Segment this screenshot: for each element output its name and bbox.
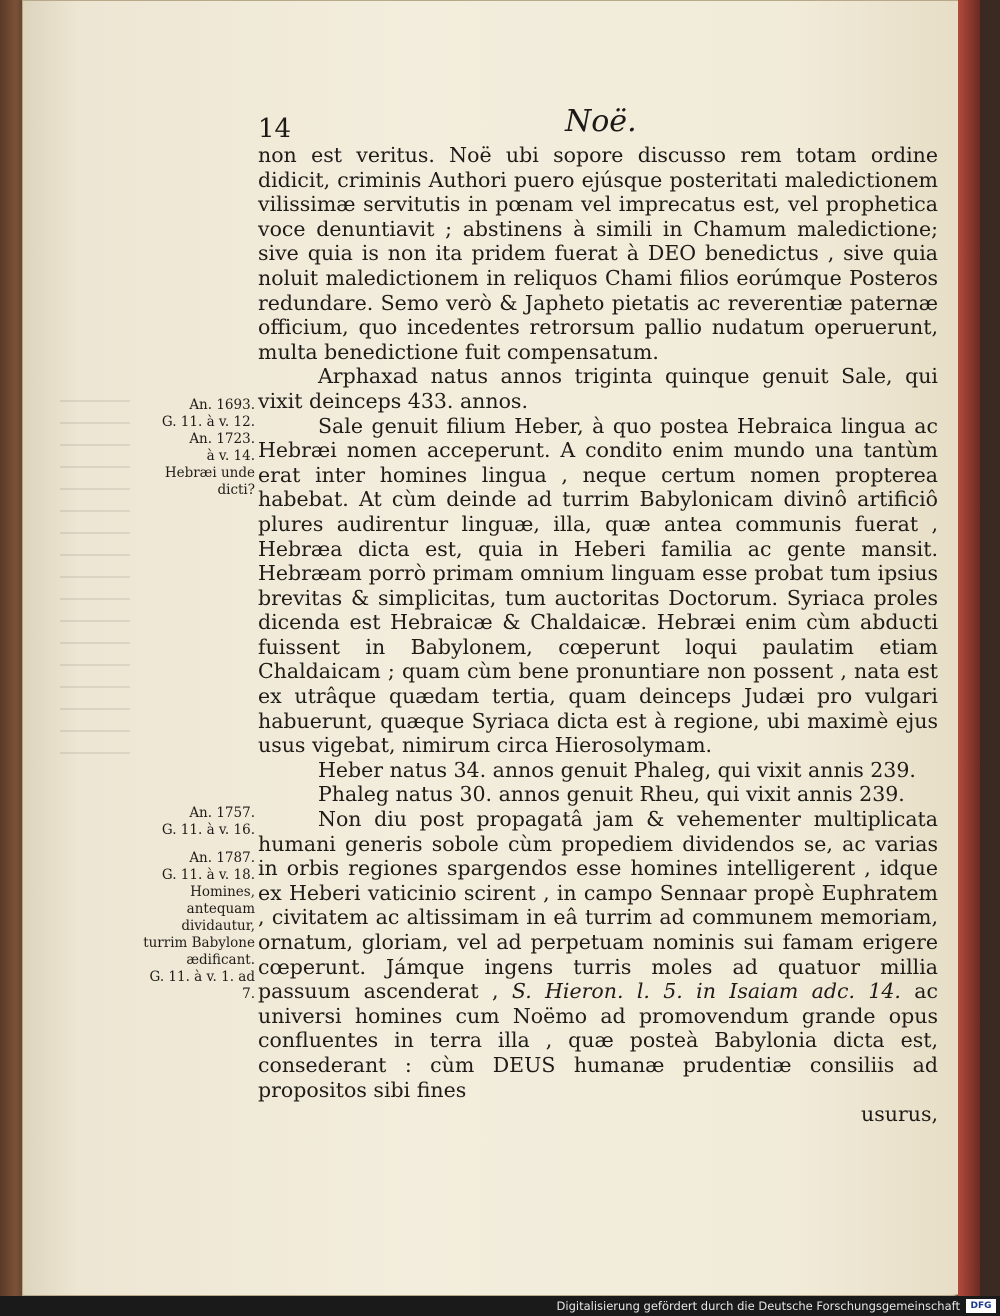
- page-number: 14: [258, 114, 292, 144]
- paragraph-2: Arphaxad natus annos triginta quinque genuit Sale, qui vixit deinceps 433. annos.: [258, 364, 938, 413]
- dfg-logo-icon: DFG: [966, 1299, 996, 1313]
- margin-note-line: An. 1693.: [189, 397, 255, 413]
- paragraph-6-text-b: ac universi homines cum Noëmo ad promovendum grande opus confluentes in terra illa , quæ posteà Babylonia dicta est, consederant : cùm DEUS humanæ prudentiæ consiliis ad propositos sibi fines: [258, 979, 938, 1102]
- margin-note-1: [140, 397, 255, 499]
- paragraph-4: Heber natus 34. annos genuit Phaleg, qui vixit annis 239.: [318, 757, 916, 782]
- margin-note-line: G. 11. à v. 18.: [161, 867, 255, 883]
- running-head: Noë.: [565, 104, 637, 139]
- paragraph-5: Phaleg natus 30. annos genuit Rheu, qui vixit annis 239.: [318, 782, 905, 807]
- footer-bar: [0, 1296, 1000, 1316]
- margin-note-line: G. 11. à v. 12.: [161, 414, 255, 430]
- margin-note-line: G. 11. à v. 16.: [161, 822, 255, 838]
- margin-note-line: An. 1787.: [189, 850, 255, 866]
- paragraph-1: non est veritus. Noë ubi sopore discusso rem totam ordine didicit, criminis Authori puero ejúsque posteritati maledictionem vilissimæ servitutis in pœnam vel imprecatus est, vel prophetica voce denuntiavit ; abstinens à simili in Chamum maledictione; sive quia is non ita pridem fuerat à DEO benedictus , sive quia noluit maledictionem in reliquos Chami filios eorúmque Posteros redundare. Semo verò & Japheto pietatis ac reverentiæ paternæ officium, quo incedentes retrorsum pallio nudatum operuerunt, multa benedictione fuit compensatum.: [258, 143, 938, 364]
- margin-note-line: G. 11. à v. 1. ad 7.: [149, 969, 255, 1002]
- margin-note-3: [140, 850, 255, 1003]
- margin-note-line: An. 1757.: [189, 805, 255, 821]
- paragraph-3: Sale genuit filium Heber, à quo postea Hebraica lingua ac Hebræi nomen acceperunt. A condito enim mundo una tantùm erat inter homines lingua , neque certum nomen propterea habebat. At cùm deinde ad turrim Babylonicam divinô artificiô plures audirentur linguæ, illa, quæ antea communis fuerat , Hebræa dicta est, quia in Heberi familia ac gente mansit. Hebræam porrò primam omnium linguam esse probat tum ipsius brevitas & simplicitas, tum auctoritas Doctorum. Syriaca proles dicenda est Hebraicæ & Chaldaicæ. Hebræi enim cùm abducti fuissent in Babylonem, cœperunt loqui paulatim etiam Chaldaicam ; quam cùm bene pronuntiare non possent , nata est ex utrâque quædam tertia, quam deinceps Judæi pro vulgari habuerunt, quæque Syriaca dicta est à regione, ubi maximè ejus usus vigebat, nimirum circa Hierosolymam.: [258, 413, 938, 758]
- page-edge: [958, 0, 980, 1296]
- catchword: usurus,: [861, 1102, 938, 1127]
- margin-note-2: [140, 805, 255, 839]
- body-text: [258, 143, 938, 1127]
- reference-citation: S. Hieron. l. 5. in Isaiam adc. 14.: [511, 979, 901, 1004]
- margin-note-line: Hebræi unde dicti?: [164, 465, 255, 498]
- show-through-text: [60, 400, 130, 760]
- page-header: [0, 100, 1000, 144]
- footer-text: Digitalisierung gefördert durch die Deutsche Forschungsgemeinschaft: [556, 1299, 960, 1313]
- margin-note-line: à v. 14.: [206, 448, 255, 464]
- paragraph-6-text-a: Non diu post propagatâ jam & vehementer multiplicata humani generis sobole cùm propediem dividendos se, ac varias in orbis regiones spargendos esse homines intelligerent , idque ex Heberi vaticinio scirent , in campo Sennaar propè Euphratem , civitatem ac altissimam in eâ turrim ad communem memoriam, ornatum, gloriam, vel ad perpetuam nominis sui famam erigere cœperunt. Jámque ingens turris moles ad quatuor millia passuum ascenderat ,: [258, 807, 938, 1004]
- paragraph-6: [258, 807, 938, 1102]
- margin-note-line: An. 1723.: [189, 431, 255, 447]
- margin-note-line: Homines, antequam dividautur, turrim Babylone ædificant.: [143, 884, 255, 968]
